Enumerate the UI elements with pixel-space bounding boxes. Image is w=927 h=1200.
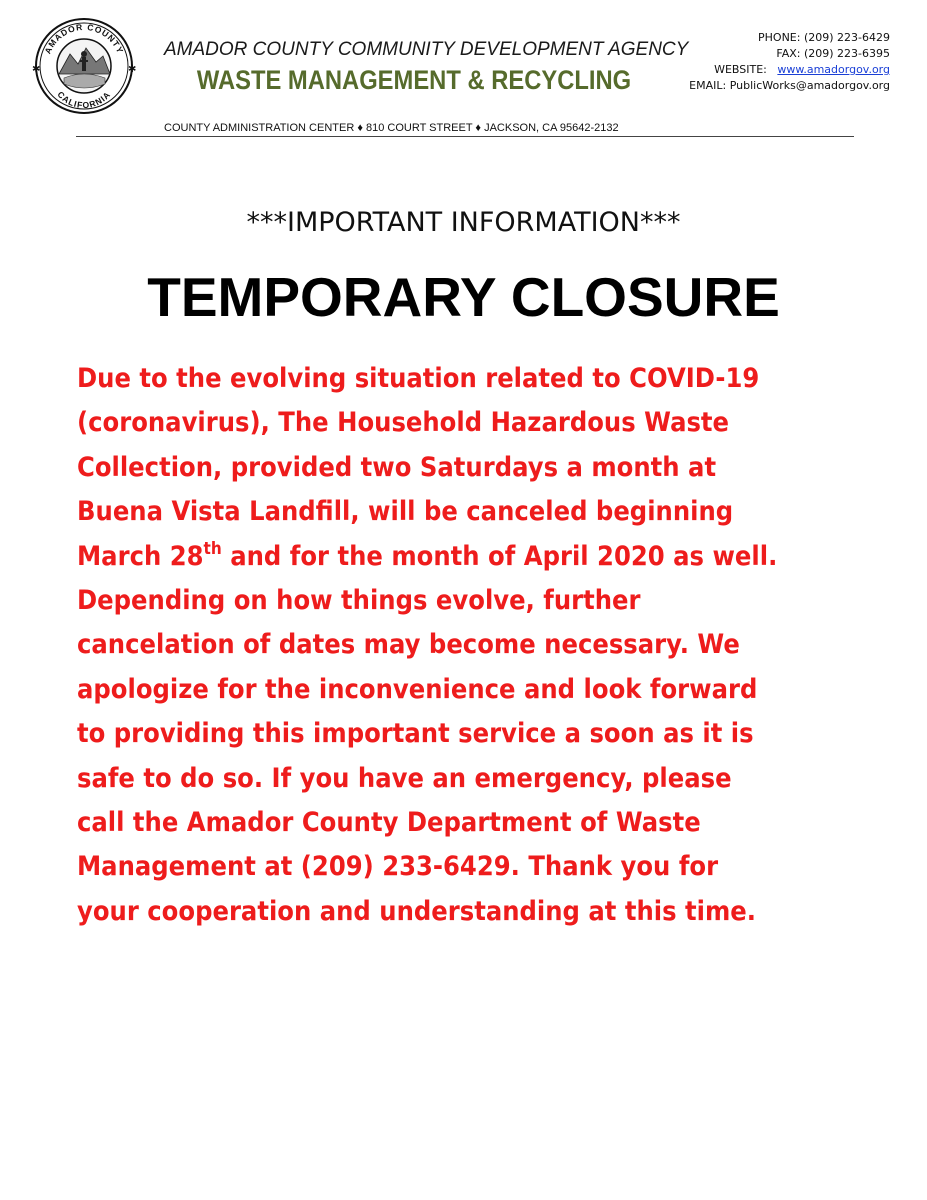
notice-line-date	[77, 535, 824, 579]
notice-line: Buena Vista Landfill, will be canceled beginning	[77, 496, 734, 528]
notice-body	[77, 357, 907, 934]
svg-text:✱: ✱	[32, 64, 41, 75]
notice-line: to providing this important service a soon as it is	[77, 718, 754, 750]
email-address: EMAIL: PublicWorks@amadorgov.org	[689, 79, 890, 92]
website-link[interactable]: www.amadorgov.org	[777, 63, 890, 76]
seal-top-text: AMADOR COUNTY	[42, 21, 126, 56]
header-divider	[76, 136, 854, 137]
notice-line: call the Amador County Department of Waste	[77, 807, 701, 839]
seal-bottom-text: CALIFORNIA	[55, 89, 113, 111]
contact-block	[650, 30, 890, 94]
notice-line: Depending on how things evolve, further	[77, 585, 641, 617]
agency-name: AMADOR COUNTY COMMUNITY DEVELOPMENT AGENCY	[164, 39, 689, 60]
notice-line: Collection, provided two Saturdays a month at	[77, 451, 717, 483]
svg-text:✱: ✱	[128, 64, 137, 75]
notice-line: your cooperation and understanding at this time.	[77, 895, 757, 927]
closure-date: March 28	[77, 540, 204, 572]
notice-line: apologize for the inconvenience and look forward	[77, 673, 758, 705]
important-kicker: ***IMPORTANT INFORMATION***	[246, 207, 681, 238]
website-row	[650, 62, 890, 78]
phone-number: PHONE: (209) 223-6429	[758, 31, 890, 44]
county-address: COUNTY ADMINISTRATION CENTER ♦ 810 COURT STREET ♦ JACKSON, CA 95642-2132	[164, 122, 619, 134]
notice-line: Management at (209) 233-6429. Thank you for	[77, 851, 719, 883]
closure-headline: TEMPORARY CLOSURE	[147, 266, 780, 328]
notice-line: safe to do so. If you have an emergency, please	[77, 762, 732, 794]
notice-line: Due to the evolving situation related to COVID-19	[77, 363, 760, 394]
fax-number: FAX: (209) 223-6395	[776, 47, 890, 60]
date-ordinal: th	[203, 538, 222, 559]
notice-line: (coronavirus), The Household Hazardous Waste	[77, 407, 730, 439]
notice-line: cancelation of dates may become necessary. We	[77, 629, 740, 661]
notice-line-rest: and for the month of April 2020 as well.	[230, 540, 778, 572]
department-name: WASTE MANAGEMENT & RECYCLING	[196, 65, 632, 95]
county-seal-logo	[26, 14, 142, 118]
website-label: WEBSITE:	[714, 63, 767, 76]
